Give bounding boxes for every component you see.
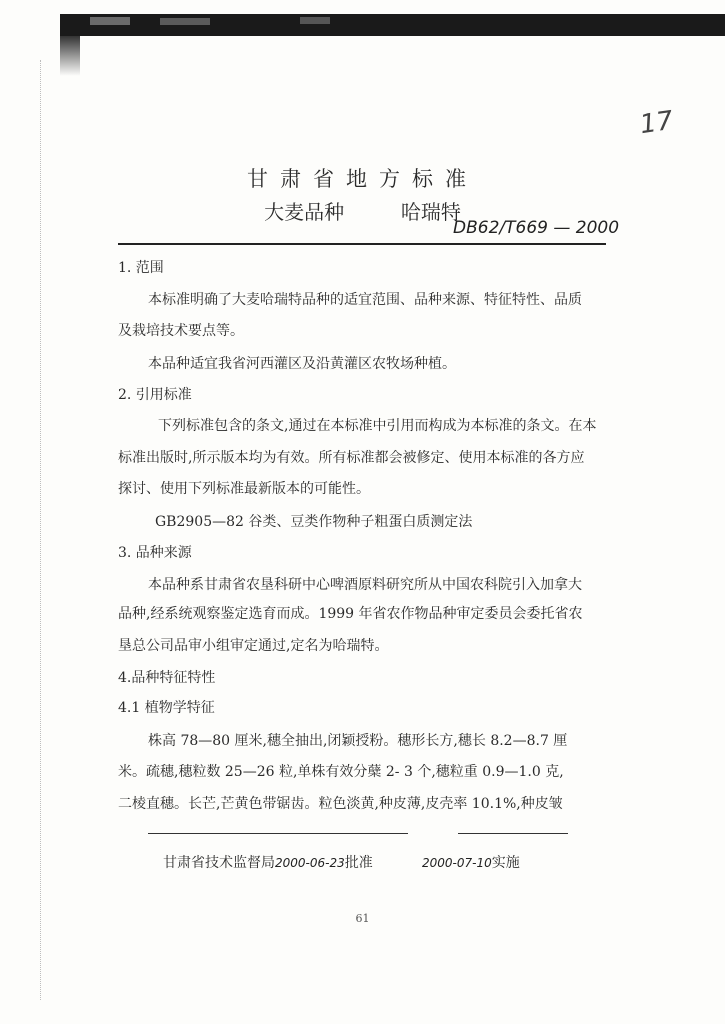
paragraph-line: 品种,经系统观察鉴定选育而成。1999 年省农作物品种审定委员会委托省农 — [118, 606, 583, 622]
handwritten-page-mark: 17 — [638, 105, 676, 141]
implementation-line — [422, 852, 520, 872]
paragraph-line: 标准出版时,所示版本均为有效。所有标准都会被修定、使用本标准的各方应 — [118, 450, 585, 466]
paragraph-line: 垦总公司品审小组审定通过,定名为哈瑞特。 — [118, 638, 389, 654]
paragraph-line: 本品种适宜我省河西灌区及沿黄灌区农牧场种植。 — [148, 356, 456, 372]
paragraph-line: 株高 78—80 厘米,穗全抽出,闭颖授粉。穗形长方,穗长 8.2—8.7 厘 — [148, 733, 568, 749]
footer-rule — [458, 833, 568, 834]
section-heading: 3. 品种来源 — [118, 545, 192, 561]
approval-label: 批准 — [344, 855, 373, 871]
paragraph-line: 二棱直穗。长芒,芒黄色带锯齿。粒色淡黄,种皮薄,皮壳率 10.1%,种皮皱 — [118, 796, 563, 812]
scan-noise — [300, 17, 330, 24]
paragraph-line: 及栽培技术要点等。 — [118, 323, 244, 339]
approval-authority: 甘肃省技术监督局 — [163, 855, 275, 871]
scan-corner-shadow — [60, 36, 80, 76]
section-heading: 2. 引用标准 — [118, 387, 192, 403]
paragraph-line: 本品种系甘肃省农垦科研中心啤酒原料研究所从中国农科院引入加拿大 — [148, 577, 582, 593]
implementation-label: 实施 — [491, 855, 520, 871]
approval-date: 2000-06-23 — [275, 856, 345, 870]
paragraph-line: 探讨、使用下列标准最新版本的可能性。 — [118, 481, 370, 497]
paragraph-line: 下列标准包含的条文,通过在本标准中引用而构成为本标准的条文。在本 — [158, 418, 597, 434]
section-heading: 1. 范围 — [118, 260, 164, 276]
scan-noise — [160, 18, 210, 25]
paragraph-line: 本标准明确了大麦哈瑞特品种的适宜范围、品种来源、特征特性、品质 — [148, 292, 582, 308]
reference-standard: GB2905—82 谷类、豆类作物种子粗蛋白质测定法 — [155, 514, 473, 530]
subsection-heading: 4.1 植物学特征 — [118, 700, 215, 716]
page-number: 61 — [355, 912, 370, 925]
footer-rule — [148, 833, 408, 834]
section-heading: 4.品种特征特性 — [118, 670, 216, 686]
header-rule — [118, 243, 606, 245]
paragraph-line: 米。疏穗,穗粒数 25—26 粒,单株有效分蘖 2- 3 个,穗粒重 0.9—1.0 克, — [118, 764, 564, 780]
approval-line — [163, 852, 373, 872]
scan-noise — [90, 17, 130, 25]
subtitle-category: 大麦品种 — [264, 200, 345, 224]
document-number: DB62/T669 — 2000 — [453, 218, 620, 238]
implementation-date: 2000-07-10 — [422, 856, 492, 870]
document-title: 甘肃省地方标准 — [247, 167, 478, 191]
subtitle-variety: 哈瑞特 — [400, 200, 461, 224]
